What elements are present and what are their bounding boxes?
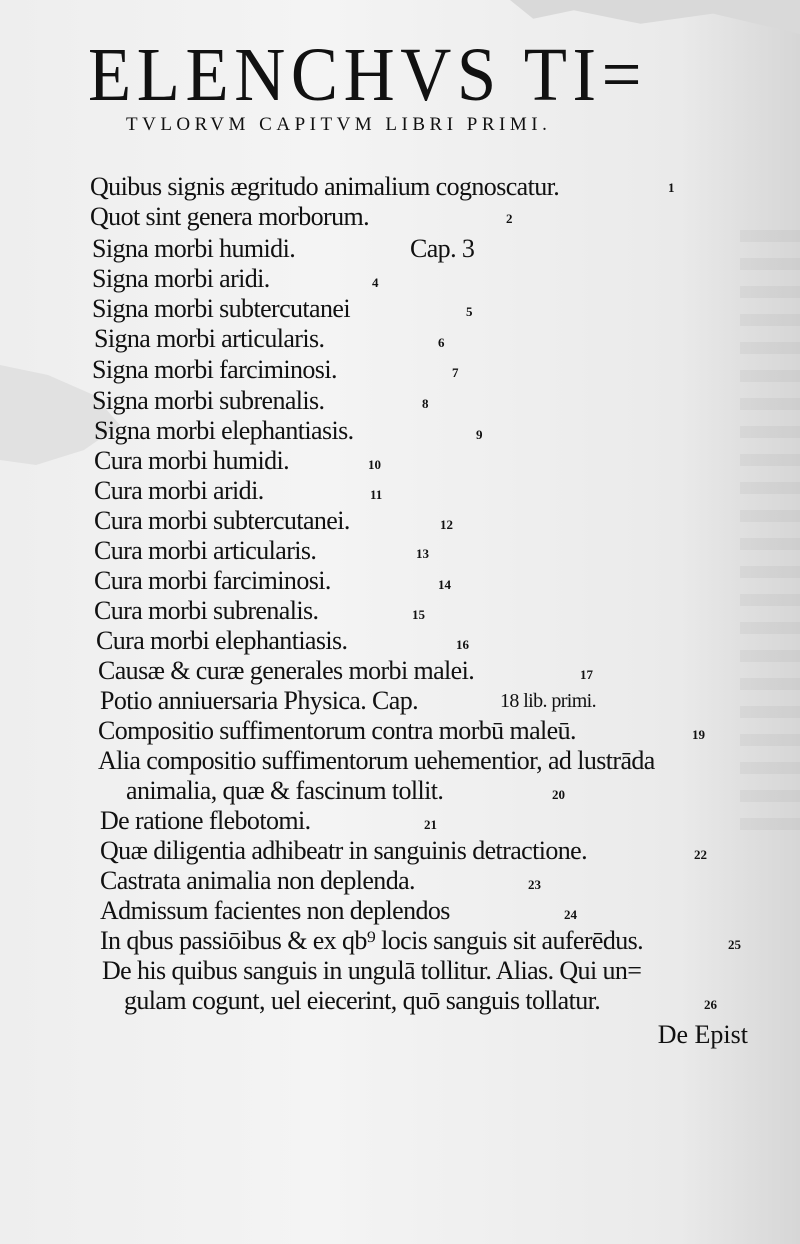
list-item: Signa morbi farciminosi. [92, 355, 337, 384]
list-item: Cura morbi humidi. [94, 446, 290, 475]
list-item: In qbus passiōibus & ex qb⁹ locis sanguis sit auferēdus. [100, 926, 644, 955]
chapter-number: 8 [422, 396, 429, 411]
chapter-number: 17 [580, 667, 593, 682]
chapter-number: 24 [564, 907, 577, 922]
list-item: Cura morbi subrenalis. [94, 596, 319, 625]
chapter-number: 6 [438, 335, 445, 350]
chapter-number: 13 [416, 546, 429, 561]
list-item: Cura morbi farciminosi. [94, 566, 331, 595]
page-title: ELENCHVS TI= [88, 33, 648, 117]
chapter-number: 14 [438, 577, 451, 592]
chapter-number: 12 [440, 517, 453, 532]
chapter-number: 9 [476, 427, 483, 442]
chapter-number: Cap. 3 [410, 234, 475, 263]
list-item: Cura morbi subtercutanei. [94, 506, 350, 535]
chapter-number: 21 [424, 817, 437, 832]
list-item: Cura morbi articularis. [94, 536, 317, 565]
chapter-number: 20 [552, 787, 565, 802]
list-item: Cura morbi elephantiasis. [96, 626, 348, 655]
list-item: Signa morbi subtercutanei [92, 294, 350, 323]
list-item: Potio anniuersaria Physica. Cap. [100, 686, 419, 715]
chapter-number: 2 [506, 211, 513, 226]
chapter-number: 5 [466, 304, 473, 319]
chapter-number: 7 [452, 365, 459, 380]
chapter-number: 23 [528, 877, 541, 892]
list-item: De his quibus sanguis in ungulā tollitur. Alias. Qui un= [102, 956, 642, 985]
catchword: De Epist [657, 1020, 748, 1049]
list-item: Quæ diligentia adhibeatr in sanguinis detractione. [100, 836, 587, 865]
list-item: Quot sint genera morborum. [90, 202, 370, 231]
list-item: Compositio suffimentorum contra morbū maleū. [98, 716, 576, 745]
list-item: animalia, quæ & fascinum tollit. [126, 776, 444, 805]
list-item: Alia compositio suffimentorum uehementior, ad lustrāda [98, 746, 655, 775]
chapter-number: 1 [668, 180, 675, 195]
list-item: Causæ & curæ generales morbi malei. [98, 656, 475, 685]
chapter-number: 10 [368, 457, 381, 472]
list-item: Cura morbi aridi. [94, 476, 264, 505]
list-item: Quibus signis ægritudo animalium cognoscatur. [90, 172, 560, 201]
chapter-number: 11 [370, 487, 383, 502]
chapter-number: 16 [456, 637, 469, 652]
chapter-number: 26 [704, 997, 717, 1012]
list-item: Signa morbi humidi. [92, 234, 296, 263]
list-item: Signa morbi aridi. [92, 264, 270, 293]
list-item: Signa morbi articularis. [94, 324, 325, 353]
list-item: Signa morbi subrenalis. [92, 386, 325, 415]
chapter-number: 19 [692, 727, 705, 742]
chapter-number: 4 [372, 275, 379, 290]
list-item: Admissum facientes non deplendos [100, 896, 450, 925]
list-item: De ratione flebotomi. [100, 806, 311, 835]
page-subtitle: TVLORVM CAPITVM LIBRI PRIMI. [126, 114, 552, 135]
list-item: Castrata animalia non deplenda. [100, 866, 415, 895]
list-item: Signa morbi elephantiasis. [94, 416, 354, 445]
chapter-number: 22 [694, 847, 707, 862]
list-item: gulam cogunt, uel eiecerint, quō sanguis tollatur. [124, 986, 601, 1015]
chapter-number: 18 lib. primi. [500, 690, 597, 712]
chapter-number: 15 [412, 607, 425, 622]
chapter-number: 25 [728, 937, 741, 952]
